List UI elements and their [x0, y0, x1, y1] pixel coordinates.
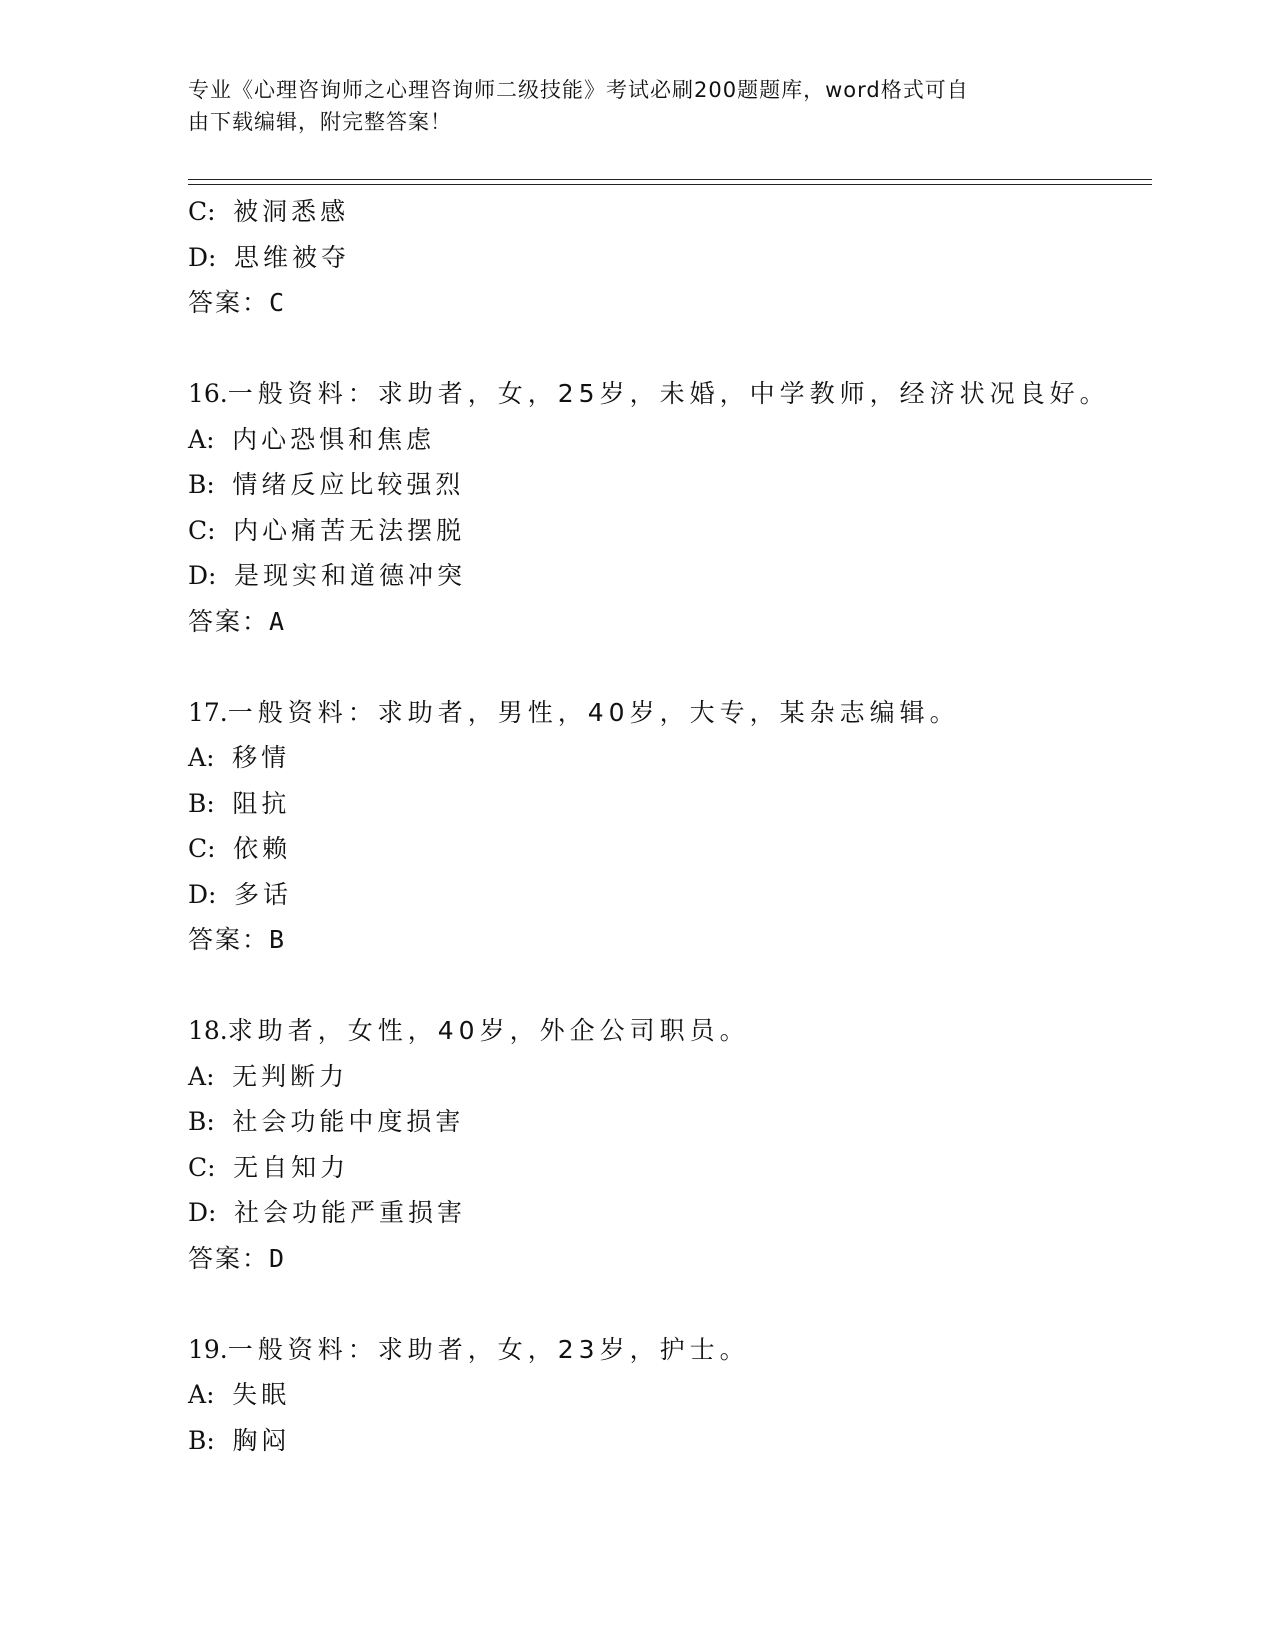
question-text: 一般资料：求助者，女，23岁，护士。 — [227, 1334, 750, 1364]
answer-line — [188, 1236, 1152, 1282]
option-key: C — [188, 197, 208, 226]
option-line: C: 依赖 — [188, 834, 292, 863]
answer-line — [188, 599, 1152, 645]
option-line: A: 无判断力 — [188, 1061, 349, 1091]
option-line: A: 移情 — [188, 743, 291, 772]
option-key: A — [188, 1061, 207, 1091]
option-text: 无判断力 — [232, 1061, 349, 1091]
header-divider-top — [188, 179, 1152, 180]
question-number: 18. — [188, 1016, 228, 1045]
option-line: B: 社会功能中度损害 — [188, 1107, 465, 1136]
option-text: 社会功能严重损害 — [234, 1198, 467, 1227]
option-line: D: 社会功能严重损害 — [188, 1198, 467, 1227]
option-text: 胸闷 — [232, 1425, 291, 1455]
option-line: B: 情绪反应比较强烈 — [188, 470, 465, 499]
option-key: D — [188, 561, 209, 590]
option-line: D: 思维被夺 — [188, 242, 351, 272]
question-stem — [188, 1008, 1152, 1054]
option-line: D: 是现实和道德冲突 — [188, 561, 467, 590]
option-text: 内心恐惧和焦虑 — [232, 424, 436, 454]
option-key: C — [188, 1152, 208, 1182]
question-text: 一般资料：求助者，男性，40岁，大专，某杂志编辑。 — [227, 697, 960, 727]
option-key: D — [188, 879, 209, 909]
option-text: 情绪反应比较强烈 — [232, 470, 465, 499]
option-key: B — [188, 788, 207, 818]
question-text: 求助者，女性，40岁，外企公司职员。 — [227, 1016, 750, 1045]
option-key: B — [188, 470, 207, 499]
answer-value: C — [269, 288, 287, 317]
option-text: 被洞悉感 — [233, 197, 350, 226]
option-line: C: 无自知力 — [188, 1152, 350, 1182]
question-stem — [188, 1327, 1152, 1373]
option-line: B: 阻抗 — [188, 788, 291, 818]
question-stem — [188, 371, 1152, 417]
question-number: 17. — [188, 697, 228, 727]
option-text: 多话 — [234, 879, 293, 909]
answer-label: 答案： — [188, 1243, 270, 1273]
option-key: A — [188, 424, 207, 454]
question-text: 一般资料：求助者，女，25岁，未婚，中学教师，经济状况良好。 — [227, 379, 1110, 408]
option-line: C: 内心痛苦无法摆脱 — [188, 515, 466, 545]
answer-line — [188, 917, 1152, 963]
option-key: D — [188, 242, 209, 272]
answer-value: D — [269, 1243, 287, 1273]
answer-value: B — [269, 925, 287, 954]
option-key: A — [188, 1380, 207, 1409]
option-text: 无自知力 — [233, 1152, 350, 1182]
header-line-2: 由下载编辑，附完整答案！ — [188, 110, 452, 134]
header-divider-bottom — [188, 184, 1152, 185]
question-number: 16. — [188, 379, 228, 408]
option-text: 失眠 — [232, 1380, 291, 1409]
option-line: B: 胸闷 — [188, 1425, 291, 1455]
option-text: 是现实和道德冲突 — [234, 561, 467, 590]
option-line: A: 失眠 — [188, 1380, 291, 1409]
answer-label: 答案： — [188, 288, 270, 317]
answer-label: 答案： — [188, 925, 270, 954]
option-line: D: 多话 — [188, 879, 293, 909]
option-text: 阻抗 — [232, 788, 291, 818]
option-key: B — [188, 1425, 207, 1455]
answer-line — [188, 280, 1152, 326]
option-text: 内心痛苦无法摆脱 — [233, 515, 466, 545]
option-text: 依赖 — [233, 834, 292, 863]
answer-label: 答案： — [188, 606, 270, 636]
question-number: 19. — [188, 1334, 228, 1364]
question-stem — [188, 690, 1152, 736]
answer-value: A — [269, 606, 287, 636]
option-key: C — [188, 515, 208, 545]
option-text: 社会功能中度损害 — [232, 1107, 465, 1136]
option-line: C: 被洞悉感 — [188, 197, 350, 226]
question-list — [188, 189, 1152, 1463]
option-line: A: 内心恐惧和焦虑 — [188, 424, 436, 454]
option-text: 思维被夺 — [234, 242, 351, 272]
document-header — [188, 74, 1068, 138]
option-key: A — [188, 743, 207, 772]
option-key: B — [188, 1107, 207, 1136]
option-text: 移情 — [232, 743, 291, 772]
option-key: C — [188, 834, 208, 863]
header-line-1: 专业《心理咨询师之心理咨询师二级技能》考试必刷200题题库，word格式可自 — [188, 78, 969, 102]
option-key: D — [188, 1198, 209, 1227]
